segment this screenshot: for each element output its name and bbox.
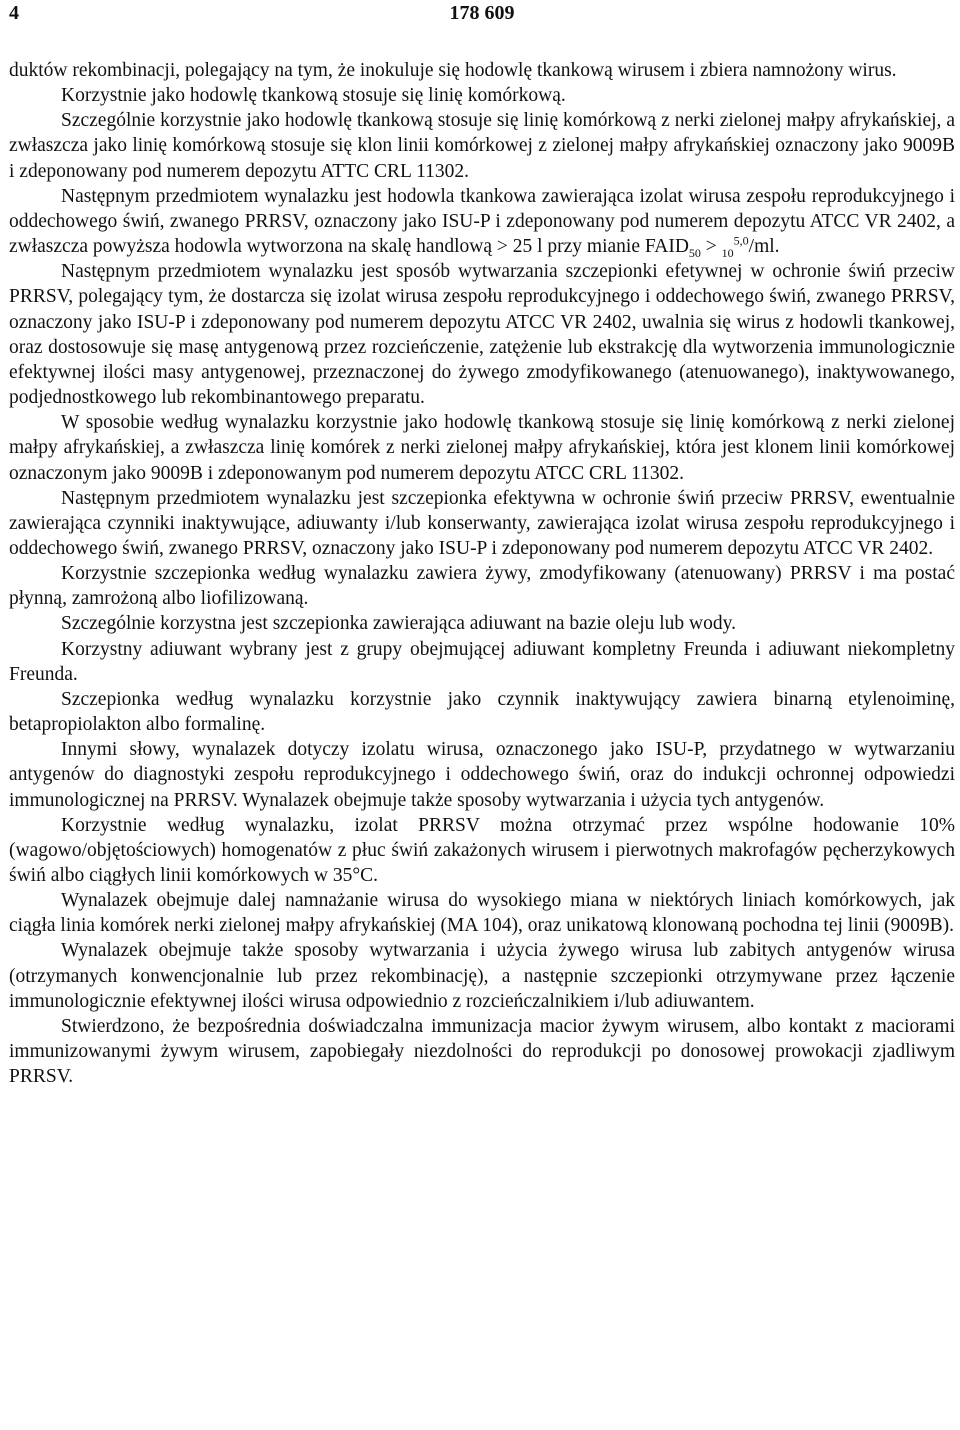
paragraph: Następnym przedmiotem wynalazku jest sposób wytwarzania szczepionki efetywnej w ochronie świń przeciw PRRSV, polegający tym, że dostarcza się izolat wirusa zespołu reprodukcyjnego i oddechowego świń, zwanego PRRSV, oznaczony jako ISU-P i zdeponowany pod numerem depozytu ATCC VR 2402, uwalnia się wirus z hodowli tkankowej, oraz dostosowuje się masę antygenową przez rozcieńczenie, zatężenie lub ekstrakcję dla wytworzenia immunologicznie efektywnej ilości masy antygenowej, przeznaczonej do żywego zmodyfikowanego (atenuowanego), inaktywowanego, podjednostkowego lub rekombinantowego preparatu. bbox=[9, 261, 955, 409]
paragraph: Następnym przedmiotem wynalazku jest szczepionka efektywna w ochronie świń przeciw PRRSV, ewentualnie zawierająca czynniki inaktywujące, adiuwanty i/lub konserwanty, zawierająca izolat wirusa zespołu reprodukcyjnego i oddechowego świń, zwanego PRRSV, oznaczony jako ISU-P i zdeponowany pod numerem depozytu ATCC VR 2402. bbox=[9, 487, 955, 559]
document-number: 178 609 bbox=[449, 2, 515, 24]
paragraph: Innymi słowy, wynalazek dotyczy izolatu wirusa, oznaczonego jako ISU-P, przydatnego w wytwarzaniu antygenów do diagnostyki zespołu reprodukcyjnego i oddechowego świń, oraz do indukcji ochronnej odpowiedzi immunologicznej na PRRSV. Wynalazek obejmuje także sposoby wytwarzania i użycia tych antygenów. bbox=[9, 739, 955, 811]
paragraph: Szczepionka według wynalazku korzystnie jako czynnik inaktywujący zawiera binarną etylenoiminę, betapropiolakton albo formalinę. bbox=[9, 688, 955, 736]
paragraph-hodowla bbox=[9, 184, 955, 259]
page-header bbox=[9, 0, 955, 34]
gt-sign: > bbox=[700, 236, 722, 258]
document-body bbox=[9, 58, 955, 1089]
paragraph: Wynalazek obejmuje także sposoby wytwarzania i użycia żywego wirusa lub zabitych antygenów wirusa (otrzymanych konwencjonalnie lub przez rekombinację), a następnie szczepionki otrzymywane przez łączenie immunologicznie efektywnej ilości wirusa odpowiednio z rozcieńczalnikiem i/lub adiuwantem. bbox=[9, 940, 955, 1012]
paragraph: Korzystnie szczepionka według wynalazku zawiera żywy, zmodyfikowany (atenuowany) PRRSV i ma postać płynną, zamrożoną albo liofilizowaną. bbox=[9, 563, 955, 610]
paragraph: Szczególnie korzystna jest szczepionka zawierająca adiuwant na bazie oleju lub wody. bbox=[61, 613, 736, 635]
exponent: 5,0 bbox=[733, 233, 749, 248]
base-ten: 10 bbox=[721, 245, 734, 260]
document-page bbox=[9, 0, 955, 1088]
paragraph: Korzystny adiuwant wybrany jest z grupy obejmującej adiuwant kompletny Freunda i adiuwant niekompletny Freunda. bbox=[9, 638, 955, 685]
paragraph: Szczególnie korzystnie jako hodowlę tkankową stosuje się linię komórkową z nerki zielonej małpy afrykańskiej, a zwłaszcza jako linię komórkową stosuje się klon linii komórkowej z zielonej małpy afrykańskiej oznaczony jako 9009B i zdeponowany pod numerem depozytu ATTC CRL 11302. bbox=[9, 110, 955, 182]
paragraph: Korzystnie według wynalazku, izolat PRRSV można otrzymać przez wspólne hodowanie 10% (wagowo/objętościowych) homogenatów z płuc świń zakażonych wirusem i pierwotnych makrofagów pęcherzykowych świń albo ciągłych linii komórkowych w 35°C. bbox=[9, 814, 955, 886]
paragraph: Wynalazek obejmuje dalej namnażanie wirusa do wysokiego miana w niektórych liniach komórkowych, jak ciągła linia komórek nerki zielonej małpy afrykańskiej (MA 104), oraz unikatową klonowaną pochodna tej linii (9009B). bbox=[9, 890, 955, 937]
page-number: 4 bbox=[9, 2, 19, 24]
paragraph-text: Następnym przedmiotem wynalazku jest hodowla tkankowa zawierająca izolat wirusa zespołu reprodukcyjnego i oddechowego świń, zwanego PRRSV, oznaczony jako ISU-P i zdeponowany pod numerem depozytu ATCC VR 2402, a zwłaszcza powyższa hodowla wytworzona na skalę handlową > 25 l przy mianie FAID bbox=[9, 185, 955, 258]
paragraph: duktów rekombinacji, polegający na tym, że inokuluje się hodowlę tkankową wirusem i zbiera namnożony wirus. bbox=[9, 60, 897, 81]
faid-subscript: 50 bbox=[688, 245, 701, 260]
paragraph: Stwierdzono, że bezpośrednia doświadczalna immunizacja macior żywym wirusem, albo kontakt z maciorami immunizowanymi żywym wirusem, zapobiegały niezdolności do reprodukcji po donosowej prowokacji zjadliwym PRRSV. bbox=[9, 1015, 955, 1088]
unit: /ml. bbox=[748, 236, 780, 258]
paragraph: W sposobie według wynalazku korzystnie jako hodowlę tkankową stosuje się linię komórkową z nerki zielonej małpy afrykańskiej, a zwłaszcza linię komórek z nerki zielonej małpy afrykańskiej, która jest klonem linii komórkowej oznaczonym jako 9009B i zdeponowanym pod numerem depozytu ATCC CRL 11302. bbox=[9, 412, 955, 484]
paragraph: Korzystnie jako hodowlę tkankową stosuje się linię komórkową. bbox=[61, 85, 566, 107]
